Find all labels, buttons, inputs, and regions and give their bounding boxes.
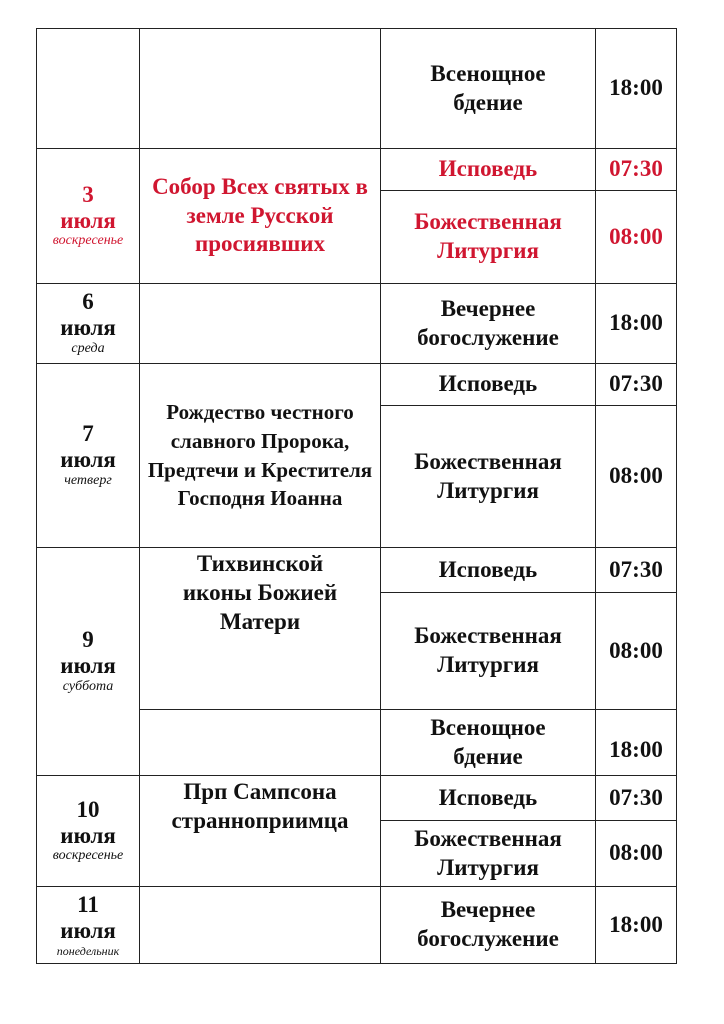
table-row	[37, 364, 677, 406]
date-month: июля	[60, 447, 116, 473]
service-name: Божественная Литургия	[381, 406, 596, 548]
service-time: 08:00	[596, 821, 677, 887]
date-month: июля	[60, 822, 116, 848]
date-cell	[37, 29, 140, 149]
feast-name: Тихвинской иконы Божией Матери	[140, 548, 381, 710]
table-row	[37, 776, 677, 821]
table-row	[37, 887, 677, 964]
feast-name: Собор Всех святых в земле Русской просиявших	[140, 149, 381, 284]
service-name: Вечернее богослужение	[381, 887, 596, 964]
date-weekday: четверг	[64, 472, 112, 488]
date-day: 7	[82, 421, 94, 447]
date-cell	[37, 887, 140, 964]
date-cell	[37, 548, 140, 776]
service-name: Исповедь	[381, 548, 596, 593]
date-cell	[37, 364, 140, 548]
date-day: 9	[82, 627, 94, 653]
service-name: Исповедь	[381, 149, 596, 191]
service-time: 08:00	[596, 191, 677, 284]
date-weekday: воскресенье	[52, 848, 124, 864]
date-month: июля	[60, 207, 116, 233]
date-month: июля	[60, 653, 116, 679]
service-time: 07:30	[596, 548, 677, 593]
service-name: Всенощное бдение	[381, 710, 596, 776]
schedule-table	[36, 28, 677, 964]
feast-cell	[140, 284, 381, 364]
service-name: Божественная Литургия	[381, 593, 596, 710]
service-time: 18:00	[596, 284, 677, 364]
date-cell	[37, 149, 140, 284]
service-time: 18:00	[596, 710, 677, 776]
feast-cell	[140, 710, 381, 776]
service-time: 08:00	[596, 593, 677, 710]
date-month: июля	[60, 315, 116, 341]
service-name: Всенощное бдение	[381, 29, 596, 149]
date-weekday: воскресенье	[52, 233, 124, 249]
service-time: 07:30	[596, 149, 677, 191]
date-day: 6	[82, 289, 94, 315]
feast-cell	[140, 887, 381, 964]
service-name: Божественная Литургия	[381, 191, 596, 284]
date-day: 11	[77, 892, 99, 918]
date-weekday: понедельник	[56, 943, 120, 958]
table-row	[37, 548, 677, 593]
feast-name: Рождество честного славного Пророка, Предтечи и Крестителя Господня Иоанна	[140, 364, 381, 548]
feast-cell	[140, 29, 381, 149]
service-time: 18:00	[596, 29, 677, 149]
service-time: 07:30	[596, 364, 677, 406]
date-cell	[37, 776, 140, 887]
service-name: Исповедь	[381, 364, 596, 406]
service-time: 18:00	[596, 887, 677, 964]
date-day: 10	[76, 796, 100, 822]
table-row	[37, 149, 677, 191]
service-name: Божественная Литургия	[381, 821, 596, 887]
date-day: 3	[82, 181, 94, 207]
table-row	[37, 29, 677, 149]
service-time: 07:30	[596, 776, 677, 821]
date-weekday: суббота	[62, 678, 114, 694]
feast-name: Прп Сампсона странноприимца	[140, 776, 381, 887]
date-month: июля	[60, 917, 116, 943]
service-time: 08:00	[596, 406, 677, 548]
date-weekday: среда	[71, 340, 105, 356]
service-name: Исповедь	[381, 776, 596, 821]
date-cell	[37, 284, 140, 364]
table-row	[37, 284, 677, 364]
service-name: Вечернее богослужение	[381, 284, 596, 364]
